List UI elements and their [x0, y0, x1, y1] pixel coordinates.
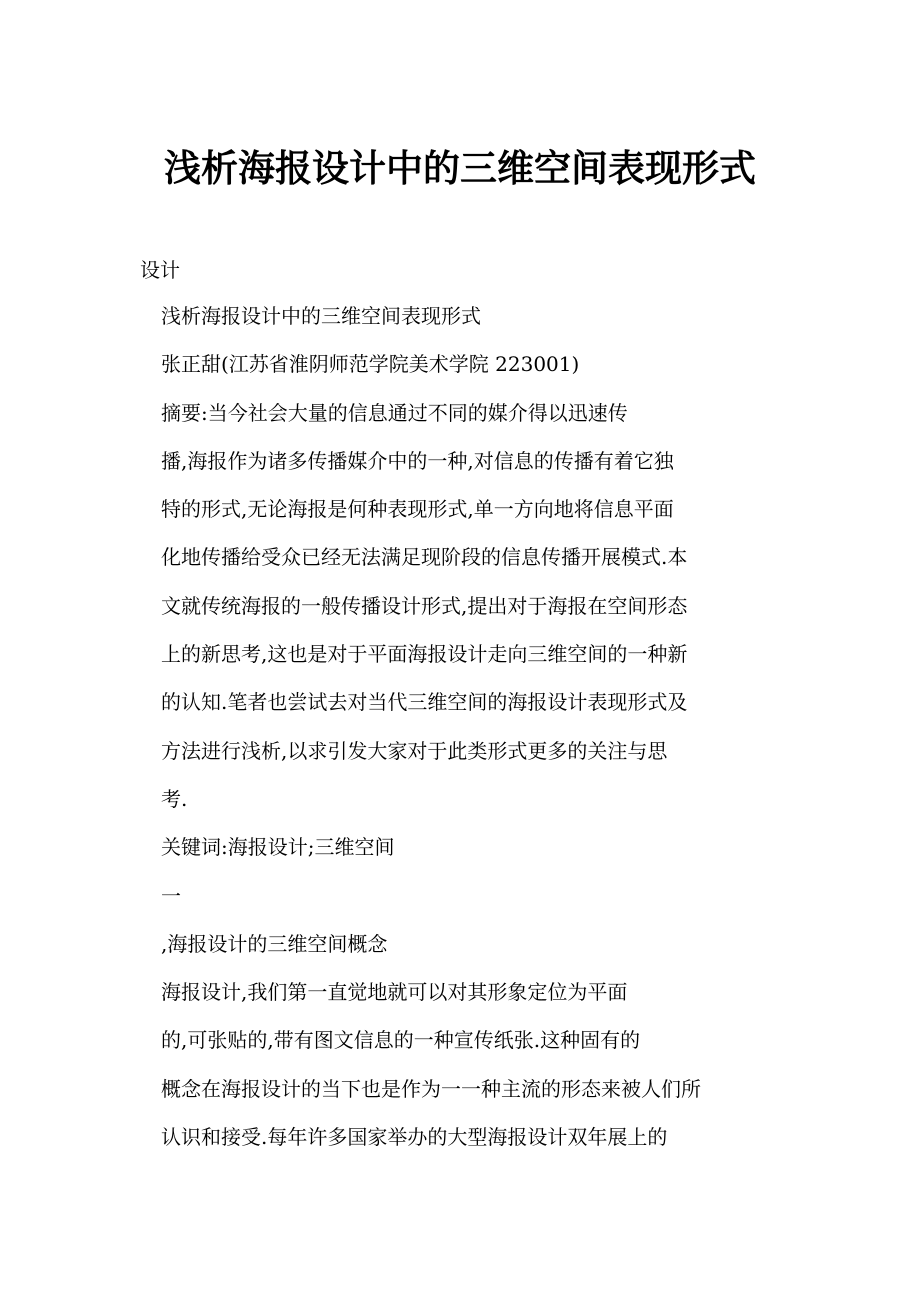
body-line: ,海报设计的三维空间概念 — [161, 931, 388, 956]
body-line: 考. — [161, 786, 188, 811]
document-title: 浅析海报设计中的三维空间表现形式 — [164, 146, 756, 190]
body-line: 的,可张贴的,带有图文信息的一种宣传纸张.这种固有的 — [161, 1028, 641, 1053]
body-line: 张正甜(江苏省淮阴师范学院美术学院 223001) — [161, 352, 580, 377]
body-line: 摘要:当今社会大量的信息通过不同的媒介得以迅速传 — [161, 400, 628, 425]
body-line: 浅析海报设计中的三维空间表现形式 — [161, 304, 481, 328]
body-line: 概念在海报设计的当下也是作为一一种主流的形态来被人们所 — [161, 1076, 701, 1101]
body-line: 上的新思考,这也是对于平面海报设计走向三维空间的一种新 — [161, 642, 688, 667]
body-line: 的认知.笔者也尝试去对当代三维空间的海报设计表现形式及 — [161, 690, 688, 715]
body-line: 文就传统海报的一般传播设计形式,提出对于海报在空间形态 — [161, 593, 688, 618]
body-line: 化地传播给受众已经无法满足现阶段的信息传播开展模式.本 — [161, 545, 688, 570]
document-body — [161, 301, 781, 1170]
body-line: 播,海报作为诸多传播媒介中的一种,对信息的传播有着它独 — [161, 448, 674, 473]
body-line: 一 — [161, 883, 181, 908]
body-line: 关键词:海报设计;三维空间 — [161, 835, 395, 860]
body-line: 方法进行浅析,以求引发大家对于此类形式更多的关注与思 — [161, 738, 668, 763]
body-line: 认识和接受.每年许多国家举办的大型海报设计双年展上的 — [161, 1125, 668, 1150]
document-category: 设计 — [140, 258, 180, 282]
body-line: 海报设计,我们第一直觉地就可以对其形象定位为平面 — [161, 980, 628, 1005]
body-line: 特的形式,无论海报是何种表现形式,单一方向地将信息平面 — [161, 497, 674, 522]
